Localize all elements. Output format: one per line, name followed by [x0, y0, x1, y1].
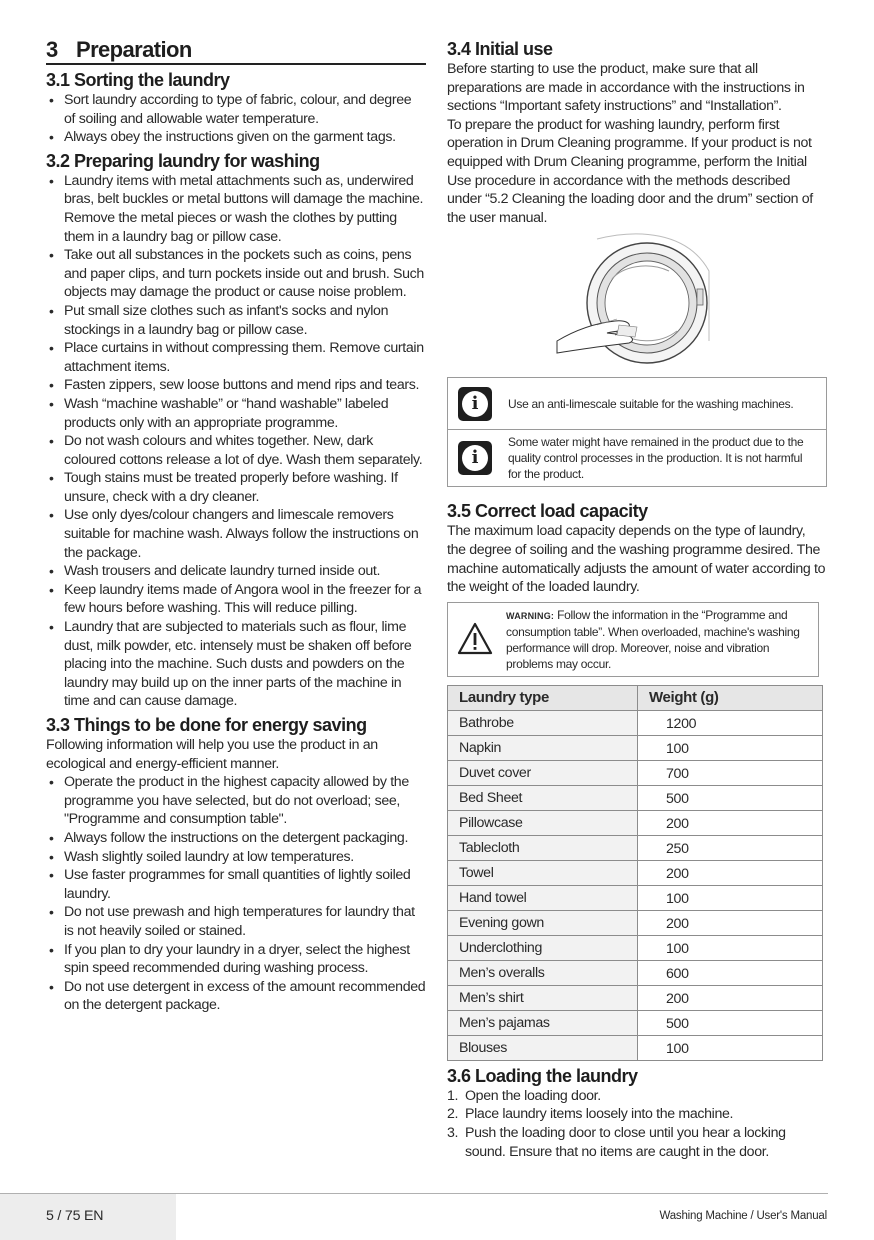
- column-header-laundry-type: Laundry type: [448, 685, 638, 710]
- list-item: • Operate the product in the highest capacity allowed by the programme you have selected, but do not overload; see, "Programme and consumption table".: [46, 773, 426, 829]
- weight-cell: 100: [638, 735, 823, 760]
- list-item: • Do not wash colours and whites together. New, dark coloured cottons release a lot of dye. Wash them separately.: [46, 432, 426, 469]
- list-item: 1. Open the loading door.: [447, 1087, 601, 1104]
- info-note-2: [448, 429, 826, 486]
- laundry-type-cell: Men’s shirt: [448, 985, 638, 1010]
- weight-cell: 250: [638, 835, 823, 860]
- chapter-title: Preparation: [76, 37, 192, 62]
- sorting-list: [46, 91, 426, 147]
- energy-intro: Following information will help you use the product in an ecological and energy-efficient manner.: [46, 737, 378, 772]
- preparing-list: [46, 172, 426, 711]
- loading-steps: [447, 1087, 827, 1161]
- list-item: • Wash slightly soiled laundry at low temperatures.: [46, 848, 426, 867]
- table-row: [448, 885, 823, 910]
- laundry-type-cell: Bathrobe: [448, 710, 638, 735]
- right-column: [447, 36, 827, 1161]
- chapter-heading: [46, 36, 426, 65]
- column-header-weight: Weight (g): [638, 685, 823, 710]
- laundry-type-cell: Underclothing: [448, 935, 638, 960]
- info-note-text: Some water might have remained in the product due to the quality control processes in the production. It is not harmful for the product.: [508, 435, 804, 482]
- list-item: • Put small size clothes such as infant's socks and nylon stockings in a laundry bag or pillow case.: [46, 302, 426, 339]
- list-item: • Tough stains must be treated properly before washing. If unsure, check with a dry cleaner.: [46, 469, 426, 506]
- warning-triangle-icon: [448, 622, 502, 656]
- weight-cell: 200: [638, 810, 823, 835]
- weight-cell: 100: [638, 935, 823, 960]
- table-row: [448, 935, 823, 960]
- section-3-6-title: 3.6 Loading the laundry: [447, 1065, 638, 1086]
- weight-cell: 200: [638, 860, 823, 885]
- list-item: • Wash “machine washable” or “hand washable” labeled products only with an appropriate programme.: [46, 395, 426, 432]
- list-item: • Wash trousers and delicate laundry turned inside out.: [46, 562, 426, 581]
- initial-use-paragraph-1: Before starting to use the product, make sure that all preparations are made in accordance with the instructions in sections “Important safety instructions” and “Installation”.: [447, 61, 805, 115]
- list-item: • Take out all substances in the pockets such as coins, pens and paper clips, and turn pockets inside out and brush. Such objects may damage the product or cause noise problem.: [46, 246, 426, 302]
- table-row: [448, 910, 823, 935]
- table-row: [448, 760, 823, 785]
- load-capacity-table: [447, 685, 823, 1061]
- load-capacity-paragraph: The maximum load capacity depends on the type of laundry, the degree of soiling and the washing programme desired. The machine automatically adjusts the amount of water according to the weight of the loaded laundry.: [447, 523, 826, 596]
- laundry-type-cell: Evening gown: [448, 910, 638, 935]
- warning-box: [447, 602, 819, 677]
- list-item: • Sort laundry according to type of fabric, colour, and degree of soiling and allowable water temperature.: [46, 91, 426, 128]
- weight-cell: 100: [638, 1035, 823, 1060]
- left-column: [46, 36, 426, 1015]
- list-item: • Do not use detergent in excess of the amount recommended on the detergent package.: [46, 978, 426, 1015]
- section-3-3-title: 3.3 Things to be done for energy saving: [46, 715, 367, 735]
- table-row: [448, 710, 823, 735]
- list-item: • Place curtains in without compressing them. Remove curtain attachment items.: [46, 339, 426, 376]
- table-row: [448, 860, 823, 885]
- weight-cell: 200: [638, 910, 823, 935]
- table-row: [448, 810, 823, 835]
- laundry-type-cell: Duvet cover: [448, 760, 638, 785]
- initial-use-paragraph-2: To prepare the product for washing laundry, perform first operation in Drum Cleaning programme. If your product is not equipped with Drum Cleaning programme, perform the Initial Use procedure in accordance with the methods described under “5.2 Cleaning the loading door and the drum” section of the user manual.: [447, 116, 813, 226]
- table-row: [448, 735, 823, 760]
- section-3-5-title: 3.5 Correct load capacity: [447, 501, 648, 522]
- list-item: 3. Push the loading door to close until you hear a locking sound. Ensure that no items are caught in the door.: [447, 1124, 786, 1160]
- list-item: • Use only dyes/colour changers and limescale removers suitable for machine wash. Always follow the instructions on the package.: [46, 506, 426, 562]
- section-3-4-title: 3.4 Initial use: [447, 39, 553, 59]
- info-icon: i: [448, 387, 502, 421]
- list-item: • Use faster programmes for small quantities of lightly soiled laundry.: [46, 866, 426, 903]
- chapter-number: 3: [46, 37, 58, 62]
- energy-list: [46, 773, 426, 1015]
- warning-label: WARNING:: [506, 610, 555, 621]
- laundry-type-cell: Bed Sheet: [448, 785, 638, 810]
- warning-text: WARNING: Follow the information in the “Programme and consumption table”. When overloaded, machine's washing performance will drop. Moreover, noise and vibration problems may occur.: [506, 607, 800, 671]
- table-row: [448, 785, 823, 810]
- list-item: • Fasten zippers, sew loose buttons and mend rips and tears.: [46, 376, 426, 395]
- weight-cell: 500: [638, 785, 823, 810]
- weight-cell: 100: [638, 885, 823, 910]
- footer-title: Washing Machine / User's Manual: [659, 1210, 827, 1222]
- table-header-row: [448, 685, 823, 710]
- list-item: • Always follow the instructions on the detergent packaging.: [46, 829, 426, 848]
- weight-cell: 200: [638, 985, 823, 1010]
- list-item: • Laundry that are subjected to materials such as flour, lime dust, milk powder, etc. intensely must be shaken off before placing into the machine. Such dusts and powders on the laundry may build up on the inner parts of the machine in time and can cause damage.: [46, 618, 426, 711]
- table-row: [448, 1035, 823, 1060]
- laundry-type-cell: Blouses: [448, 1035, 638, 1060]
- weight-cell: 700: [638, 760, 823, 785]
- laundry-type-cell: Hand towel: [448, 885, 638, 910]
- laundry-type-cell: Towel: [448, 860, 638, 885]
- list-item: • Laundry items with metal attachments such as, underwired bras, belt buckles or metal buttons will damage the machine. Remove the metal pieces or wash the clothes by putting them in a laundry bag or pillow case.: [46, 172, 426, 246]
- table-row: [448, 835, 823, 860]
- table-row: [448, 985, 823, 1010]
- weight-cell: 1200: [638, 710, 823, 735]
- weight-cell: 600: [638, 960, 823, 985]
- list-item: • If you plan to dry your laundry in a dryer, select the highest spin speed recommended during washing process.: [46, 941, 426, 978]
- table-row: [448, 960, 823, 985]
- section-3-1-title: 3.1 Sorting the laundry: [46, 70, 230, 90]
- laundry-type-cell: Napkin: [448, 735, 638, 760]
- page-number: 5 / 75 EN: [46, 1208, 104, 1224]
- loading-door-illustration: [447, 231, 827, 371]
- washing-machine-door-icon: [447, 231, 827, 371]
- info-notes: [447, 377, 827, 487]
- list-item: • Do not use prewash and high temperatures for laundry that is not heavily soiled or stained.: [46, 903, 426, 940]
- table-row: [448, 1010, 823, 1035]
- info-note-1: [448, 378, 826, 429]
- laundry-type-cell: Pillowcase: [448, 810, 638, 835]
- laundry-type-cell: Tablecloth: [448, 835, 638, 860]
- laundry-type-cell: Men’s overalls: [448, 960, 638, 985]
- list-item: • Always obey the instructions given on the garment tags.: [46, 128, 426, 147]
- info-icon: i: [448, 441, 502, 475]
- list-item: 2. Place laundry items loosely into the machine.: [447, 1106, 734, 1123]
- list-item: • Keep laundry items made of Angora wool in the freezer for a few hours before washing. This will reduce pilling.: [46, 581, 426, 618]
- section-3-2-title: 3.2 Preparing laundry for washing: [46, 150, 320, 171]
- laundry-type-cell: Men’s pajamas: [448, 1010, 638, 1035]
- weight-cell: 500: [638, 1010, 823, 1035]
- info-note-text: Use an anti-limescale suitable for the washing machines.: [508, 396, 794, 411]
